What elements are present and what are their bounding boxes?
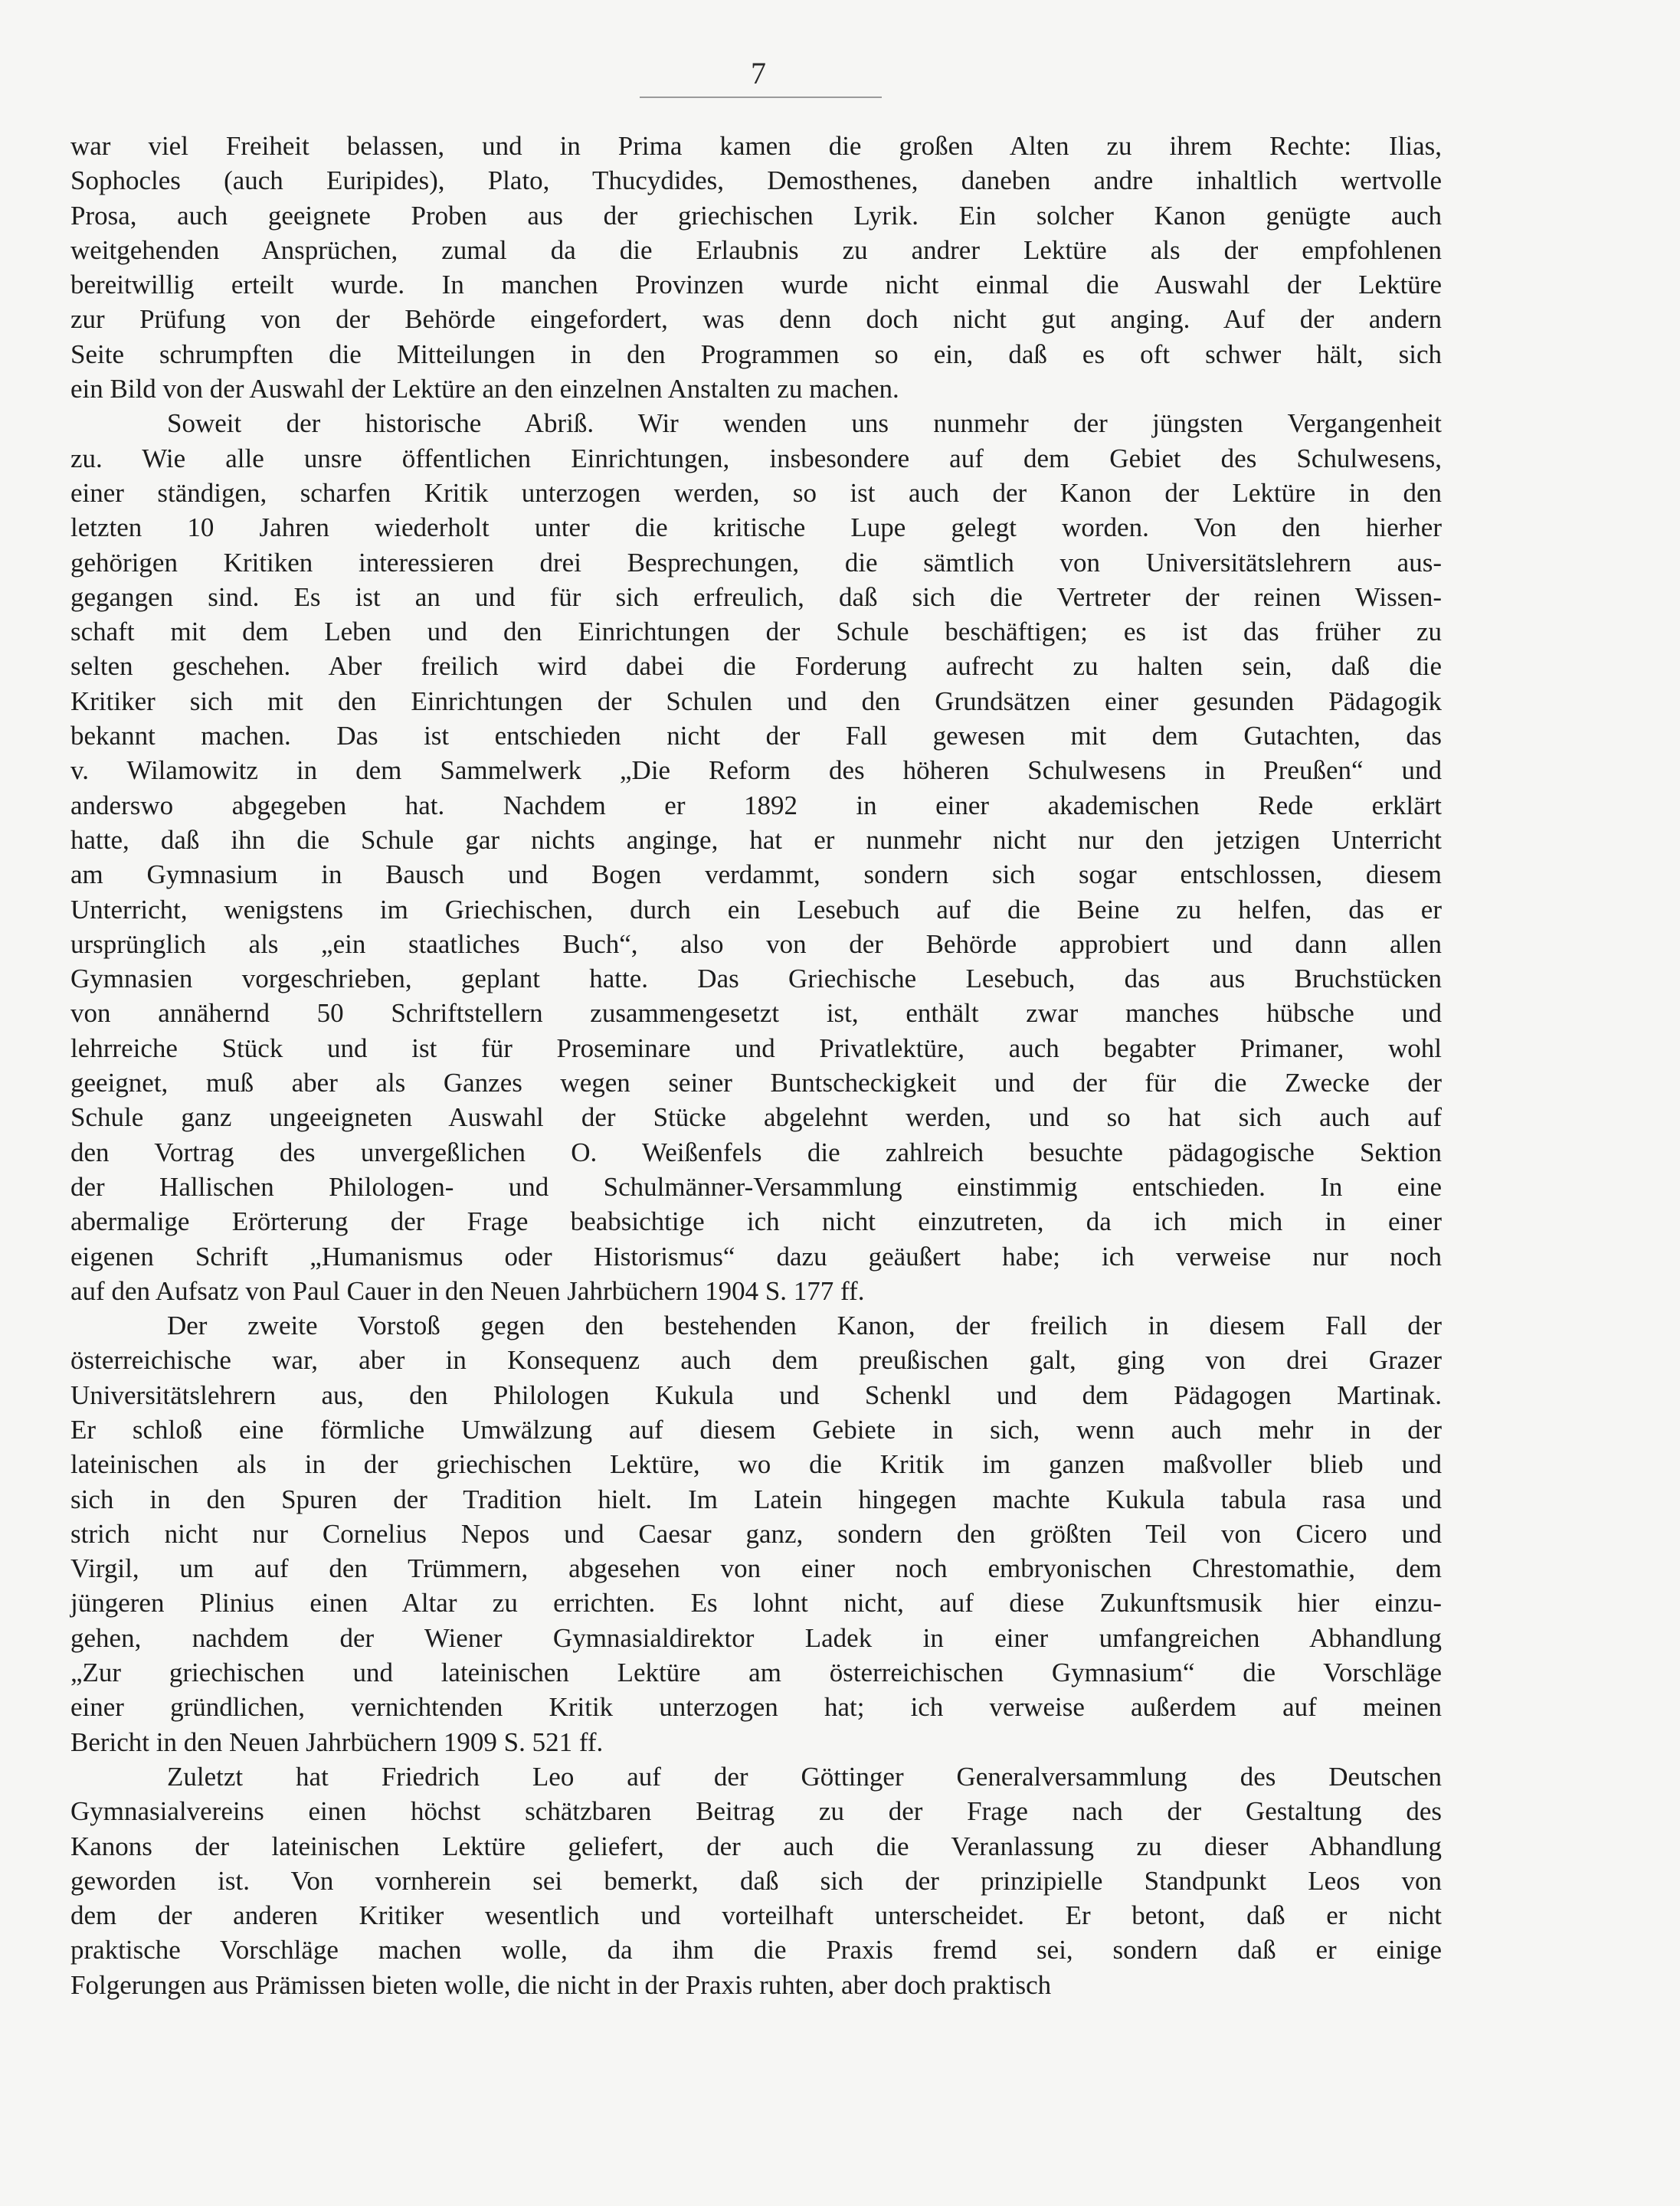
text-line: praktische Vorschläge machen wolle, da ihm die Praxis fremd sei, sondern daß er einige: [70, 1935, 1442, 1965]
text-line: eigenen Schrift „Humanismus oder Historismus“ dazu geäußert habe; ich verweise nur noch: [70, 1241, 1442, 1272]
text-line: österreichische war, aber in Konsequenz auch dem preußischen galt, ging von drei Grazer: [70, 1345, 1442, 1376]
text-line: den Vortrag des unvergeßlichen O. Weißenfels die zahlreich besuchte pädagogische Sektion: [70, 1137, 1442, 1167]
text-line: Schule ganz ungeeigneten Auswahl der Stücke abgelehnt werden, und so hat sich auch auf: [70, 1102, 1442, 1133]
text-line: war viel Freiheit belassen, und in Prima kamen die großen Alten zu ihrem Rechte: Ilias,: [70, 131, 1442, 161]
text-line: Prosa, auch geeignete Proben aus der griechischen Lyrik. Ein solcher Kanon genügte auch: [70, 200, 1442, 231]
paragraph: [70, 406, 1442, 1308]
text-line: Sophocles (auch Euripides), Plato, Thucydides, Demosthenes, daneben andre inhaltlich wertvolle: [70, 165, 1442, 196]
text-line: Zuletzt hat Friedrich Leo auf der Göttinger Generalversammlung des Deutschen: [167, 1761, 1442, 1792]
text-line: geworden ist. Von vornherein sei bemerkt, daß sich der prinzipielle Standpunkt Leos von: [70, 1865, 1442, 1896]
text-line: einer gründlichen, vernichtenden Kritik unterzogen hat; ich verweise außerdem auf meinen: [70, 1692, 1442, 1723]
text-line: Gymnasialvereins einen höchst schätzbaren Beitrag zu der Frage nach der Gestaltung des: [70, 1796, 1442, 1827]
text-line: lehrreiche Stück und ist für Proseminare und Privatlektüre, auch begabter Primaner, wohl: [70, 1033, 1442, 1063]
text-line: letzten 10 Jahren wiederholt unter die kritische Lupe gelegt worden. Von den hierher: [70, 512, 1442, 543]
text-line: geeignet, muß aber als Ganzes wegen seiner Buntscheckigkeit und der für die Zwecke der: [70, 1068, 1442, 1098]
text-line: gegangen sind. Es ist an und für sich erfreulich, daß sich die Vertreter der reinen Wissen-: [70, 581, 1442, 612]
text-line: anderswo abgegeben hat. Nachdem er 1892 in einer akademischen Rede erklärt: [70, 790, 1442, 820]
text-line: zu. Wie alle unsre öffentlichen Einrichtungen, insbesondere auf dem Gebiet des Schulwesens,: [70, 443, 1442, 473]
text-line: schaft mit dem Leben und den Einrichtungen der Schule beschäftigen; es ist das früher zu: [70, 617, 1442, 647]
text-line: gehen, nachdem der Wiener Gymnasialdirektor Ladek in einer umfangreichen Abhandlung: [70, 1622, 1442, 1653]
text-line: dem der anderen Kritiker wesentlich und vorteilhaft unterscheidet. Er betont, daß er nicht: [70, 1900, 1442, 1931]
text-line: sich in den Spuren der Tradition hielt. Im Latein hingegen machte Kukula tabula rasa und: [70, 1484, 1442, 1514]
text-line: von annähernd 50 Schriftstellern zusammengesetzt ist, enthält zwar manches hübsche und: [70, 998, 1442, 1029]
text-line: Bericht in den Neuen Jahrbüchern 1909 S. 521 ff.: [70, 1727, 604, 1757]
text-line: „Zur griechischen und lateinischen Lektüre am österreichischen Gymnasium“ die Vorschläge: [70, 1658, 1442, 1688]
text-line: gehörigen Kritiken interessieren drei Besprechungen, die sämtlich von Universitätslehrern aus-: [70, 547, 1442, 578]
text-line: Kritiker sich mit den Einrichtungen der Schulen und den Grundsätzen einer gesunden Pädagogik: [70, 686, 1442, 716]
text-line: auf den Aufsatz von Paul Cauer in den Neuen Jahrbüchern 1904 S. 177 ff.: [70, 1275, 865, 1306]
text-line: weitgehenden Ansprüchen, zumal da die Erlaubnis zu andrer Lektüre als der empfohlenen: [70, 234, 1442, 265]
text-line: am Gymnasium in Bausch und Bogen verdammt, sondern sich sogar entschlossen, diesem: [70, 859, 1442, 890]
paragraph: [70, 1759, 1442, 2002]
text-line: selten geschehen. Aber freilich wird dabei die Forderung aufrecht zu halten sein, daß die: [70, 651, 1442, 682]
text-line: lateinischen als in der griechischen Lektüre, wo die Kritik im ganzen maßvoller blieb und: [70, 1449, 1442, 1480]
text-line: v. Wilamowitz in dem Sammelwerk „Die Reform des höheren Schulwesens in Preußen“ und: [70, 755, 1442, 786]
text-line: Kanons der lateinischen Lektüre geliefert, der auch die Veranlassung zu dieser Abhandlung: [70, 1831, 1442, 1861]
text-line: Folgerungen aus Prämissen bieten wolle, die nicht in der Praxis ruhten, aber doch praktisch: [70, 1969, 1052, 2000]
text-line: jüngeren Plinius einen Altar zu errichten. Es lohnt nicht, auf diese Zukunftsmusik hier einzu-: [70, 1588, 1442, 1618]
header-rule: [640, 97, 882, 98]
text-line: Der zweite Vorstoß gegen den bestehenden Kanon, der freilich in diesem Fall der: [167, 1311, 1442, 1341]
body-text: [70, 129, 1442, 2002]
paragraph: [70, 1308, 1442, 1759]
text-line: einer ständigen, scharfen Kritik unterzogen werden, so ist auch der Kanon der Lektüre in den: [70, 477, 1442, 508]
text-line: Universitätslehrern aus, den Philologen Kukula und Schenkl und dem Pädagogen Martinak.: [70, 1380, 1442, 1410]
page-number: 7: [751, 56, 766, 90]
text-line: Seite schrumpften die Mitteilungen in den Programmen so ein, daß es oft schwer hält, sich: [70, 339, 1442, 369]
text-line: bekannt machen. Das ist entschieden nicht der Fall gewesen mit dem Gutachten, das: [70, 721, 1442, 751]
text-line: bereitwillig erteilt wurde. In manchen Provinzen wurde nicht einmal die Auswahl der Lektüre: [70, 270, 1442, 300]
text-line: abermalige Erörterung der Frage beabsichtige ich nicht einzutreten, da ich mich in einer: [70, 1206, 1442, 1237]
text-line: zur Prüfung von der Behörde eingefordert, was denn doch nicht gut anging. Auf der andern: [70, 304, 1442, 335]
text-line: Virgil, um auf den Trümmern, abgesehen von einer noch embryonischen Chrestomathie, dem: [70, 1553, 1442, 1584]
text-line: ursprünglich als „ein staatliches Buch“, also von der Behörde approbiert und dann allen: [70, 928, 1442, 959]
text-line: Er schloß eine förmliche Umwälzung auf diesem Gebiete in sich, wenn auch mehr in der: [70, 1414, 1442, 1445]
text-line: hatte, daß ihn die Schule gar nichts anginge, hat er nunmehr nicht nur den jetzigen Unterricht: [70, 824, 1442, 855]
text-line: ein Bild von der Auswahl der Lektüre an den einzelnen Anstalten zu machen.: [70, 374, 899, 404]
text-line: Soweit der historische Abriß. Wir wenden uns nunmehr der jüngsten Vergangenheit: [167, 408, 1442, 439]
paragraph: [70, 129, 1442, 406]
text-line: der Hallischen Philologen- und Schulmänner-Versammlung einstimmig entschieden. In eine: [70, 1171, 1442, 1202]
text-line: strich nicht nur Cornelius Nepos und Caesar ganz, sondern den größten Teil von Cicero und: [70, 1518, 1442, 1549]
text-line: Unterricht, wenigstens im Griechischen, durch ein Lesebuch auf die Beine zu helfen, das er: [70, 894, 1442, 925]
text-line: Gymnasien vorgeschrieben, geplant hatte. Das Griechische Lesebuch, das aus Bruchstücken: [70, 964, 1442, 994]
